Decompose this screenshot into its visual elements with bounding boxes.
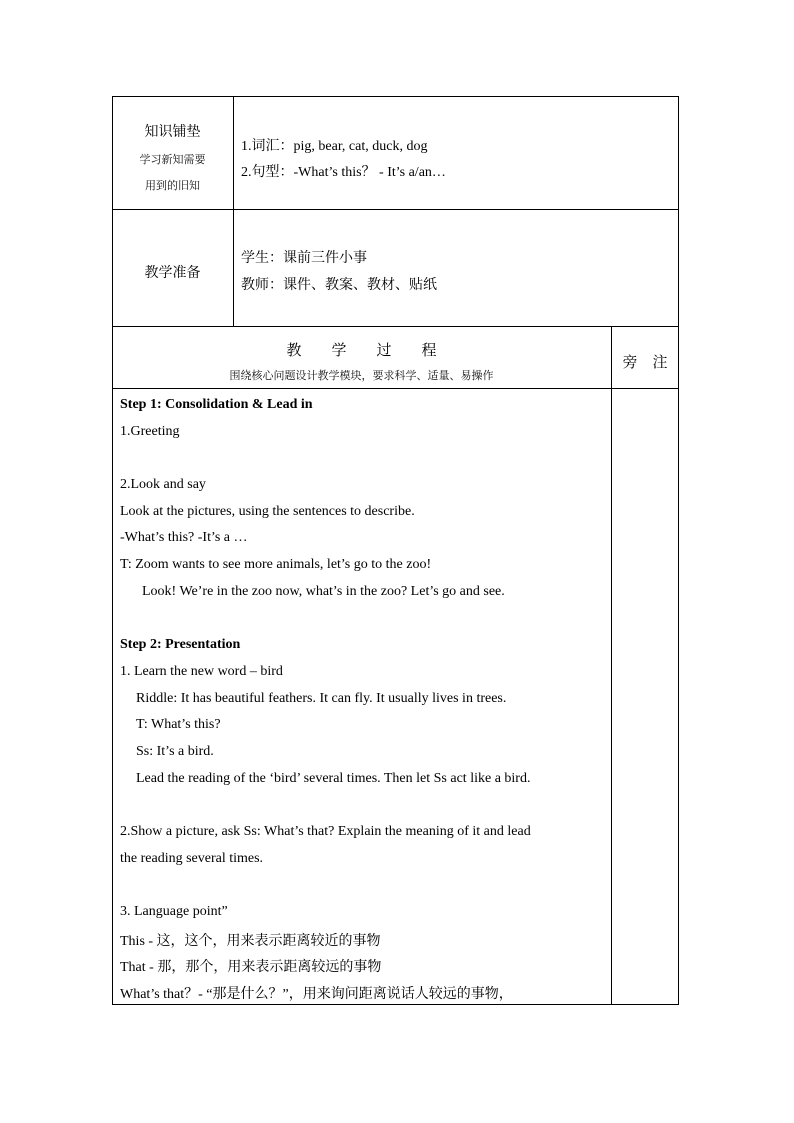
- teacher-question: T: What’s this?: [136, 717, 221, 732]
- that-meaning: That - 那，那个，用来表示距离较远的事物: [120, 960, 382, 975]
- col-divider-side: [611, 326, 612, 1005]
- knowledge-sentence: 2.句型：-What’s this？ - It’s a/an…: [241, 165, 446, 180]
- prep-label: 教学准备: [144, 265, 201, 281]
- step2-heading: Step 2: Presentation: [120, 637, 241, 652]
- zoom-line: T: Zoom wants to see more animals, let’s go to the zoo!: [120, 557, 432, 572]
- show-picture: 2.Show a picture, ask Ss: What’s that? Explain the meaning of it and lead: [120, 824, 531, 839]
- reading-times: the reading several times.: [120, 851, 264, 866]
- prep-teacher: 教师：课件、教案、教材、贴纸: [241, 277, 437, 293]
- lesson-table: [112, 96, 679, 1005]
- riddle: Riddle: It has beautiful feathers. It can fly. It usually lives in trees.: [136, 691, 507, 706]
- language-point: 3. Language point”: [120, 904, 228, 919]
- greeting: 1.Greeting: [120, 424, 180, 439]
- students-answer: Ss: It’s a bird.: [136, 744, 214, 759]
- row-divider-3: [112, 388, 679, 389]
- knowledge-sub-1: 学习新知需要: [139, 153, 206, 166]
- col-divider-label: [233, 96, 234, 326]
- side-note-header: 旁 注: [622, 353, 668, 371]
- prep-students: 学生：课前三件小事: [241, 250, 367, 266]
- knowledge-vocab: 1.词汇：pig, bear, cat, duck, dog: [241, 139, 428, 154]
- knowledge-sub-2: 用到的旧知: [145, 179, 200, 192]
- zoo-line: Look! We’re in the zoo now, what’s in the zoo? Let’s go and see.: [142, 584, 505, 599]
- process-subtitle: 围绕核心问题设计教学模块，要求科学、适量、易操作: [229, 369, 494, 382]
- lead-reading: Lead the reading of the ‘bird’ several times. Then let Ss act like a bird.: [136, 771, 531, 786]
- look-at-pictures: Look at the pictures, using the sentences to describe.: [120, 504, 415, 519]
- this-meaning: This - 这，这个，用来表示距离较近的事物: [120, 934, 381, 949]
- whats-this-dialog: -What’s this? -It’s a …: [120, 530, 248, 545]
- learn-bird: 1. Learn the new word – bird: [120, 664, 283, 679]
- whats-that-meaning: What’s that？- “那是什么？”，用来询问距离说话人较远的事物，: [120, 987, 513, 1002]
- process-title: 教 学 过 程: [286, 341, 437, 359]
- step1-heading: Step 1: Consolidation & Lead in: [120, 397, 313, 412]
- knowledge-label: 知识铺垫: [144, 124, 201, 140]
- row-divider-1: [112, 209, 679, 210]
- row-divider-2: [112, 326, 679, 327]
- look-and-say: 2.Look and say: [120, 477, 206, 492]
